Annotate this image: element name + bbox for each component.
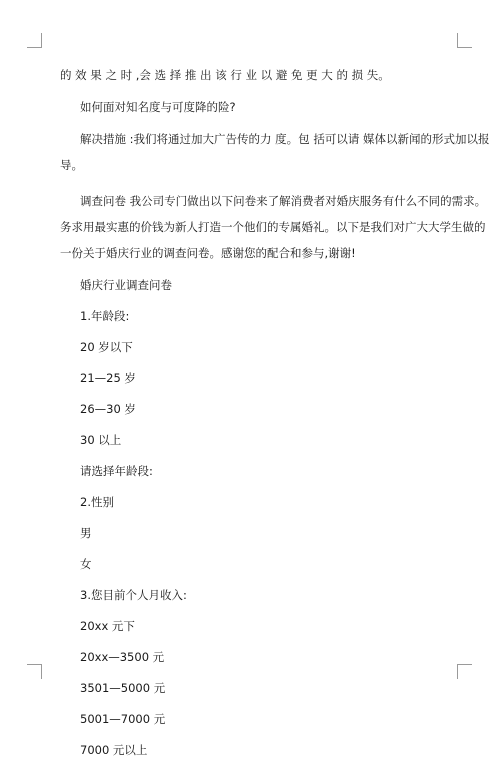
paragraph-line: 务求用最实惠的价钱为新人打造一个他们的专属婚礼。以下是我们对广大大学生做的 (60, 220, 486, 234)
option-item: 5001—7000 元 (80, 712, 166, 726)
question-2: 2.性别 (80, 495, 114, 509)
crop-mark-bottom-left (27, 664, 42, 679)
question-1: 1.年龄段: (80, 309, 130, 323)
paragraph-line: 调查问卷 我公司专门做出以下问卷来了解消费者对婚庆服务有什么不同的需求。 (80, 194, 487, 208)
paragraph-line: 的 效 果 之 时 ,会 选 择 推 出 该 行 业 以 避 免 更 大 的 损 失。 (60, 68, 390, 82)
paragraph-line: 解决措施 :我们将通过加大广告传的力 度。包 括可以请 媒体以新闻的形式加以报 (80, 132, 490, 146)
crop-mark-bottom-right (457, 664, 472, 679)
question-3: 3.您目前个人月收入: (80, 588, 187, 602)
option-item: 女 (80, 557, 92, 571)
paragraph-line: 导。 (60, 158, 83, 172)
document-body (60, 64, 490, 761)
option-item: 3501—5000 元 (80, 681, 166, 695)
option-item: 26—30 岁 (80, 402, 136, 416)
option-item: 30 以上 (80, 433, 122, 447)
option-item: 20xx—3500 元 (80, 650, 165, 664)
crop-mark-top-right (457, 33, 472, 48)
option-item: 20 岁以下 (80, 340, 133, 354)
question-heading: 如何面对知名度与可度降的险? (80, 100, 236, 114)
crop-mark-top-left (27, 33, 42, 48)
option-item: 20xx 元下 (80, 619, 135, 633)
survey-title: 婚庆行业调查问卷 (80, 278, 172, 292)
paragraph-line: 一份关于婚庆行业的调查问卷。感谢您的配合和参与,谢谢! (60, 246, 356, 260)
prompt-line: 请选择年龄段: (80, 464, 153, 478)
option-item: 7000 元以上 (80, 743, 148, 757)
option-item: 男 (80, 526, 92, 540)
option-item: 21—25 岁 (80, 371, 136, 385)
